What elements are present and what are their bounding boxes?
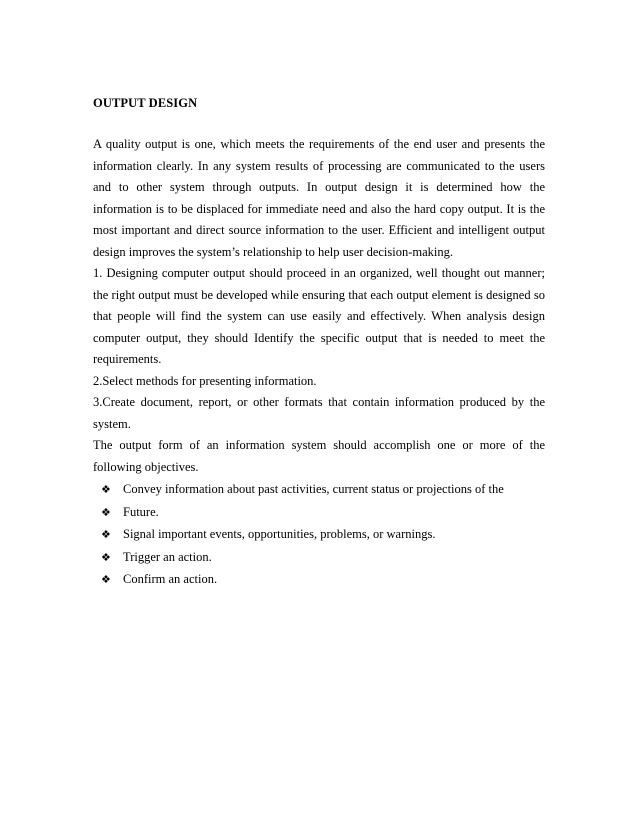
list-item-text: Confirm an action.: [123, 572, 218, 586]
list-item-text: Trigger an action.: [123, 549, 212, 564]
step-1-paragraph: 1. Designing computer output should proceed in an organized, well thought out manner; the right output must be developed while ensuring that each output element is designed so that people will find the system can use easily and effectively. When analysis design computer output, they should Identify the specific output that is needed to meet the requirements.: [93, 266, 545, 366]
list-item: [101, 569, 545, 592]
section-heading: OUTPUT DESIGN: [93, 96, 198, 110]
list-item-text: Signal important events, opportunities, problems, or warnings.: [123, 527, 436, 541]
list-item: [101, 524, 545, 547]
diamond-bullet-icon: ❖: [101, 529, 111, 541]
document-page: [93, 95, 545, 592]
diamond-bullet-icon: ❖: [101, 551, 111, 564]
list-item-text: Future.: [123, 504, 159, 519]
intro-paragraph: A quality output is one, which meets the requirements of the end user and presents the information clearly. In any system results of processing are communicated to the users and to other system through outputs. In output design it is determined how the information is to be displaced for immediate need and also the hard copy output. It is the most important and direct source information to the user. Efficient and intelligent output design improves the system’s relationship to help user decision-making.: [93, 137, 545, 259]
list-item: [101, 547, 545, 570]
list-item: [101, 502, 545, 525]
diamond-bullet-icon: ❖: [101, 506, 111, 519]
diamond-bullet-icon: ❖: [101, 574, 111, 586]
objectives-intro-paragraph: The output form of an information system should accomplish one or more of the following objectives.: [93, 438, 545, 474]
step-3-paragraph: 3.Create document, report, or other formats that contain information produced by the system.: [93, 395, 545, 431]
list-item-text: Convey information about past activities, current status or projections of the: [123, 482, 504, 496]
step-2-paragraph: 2.Select methods for presenting information.: [93, 373, 317, 388]
list-item: [101, 479, 545, 502]
objectives-list: [93, 479, 545, 592]
diamond-bullet-icon: ❖: [101, 484, 111, 496]
